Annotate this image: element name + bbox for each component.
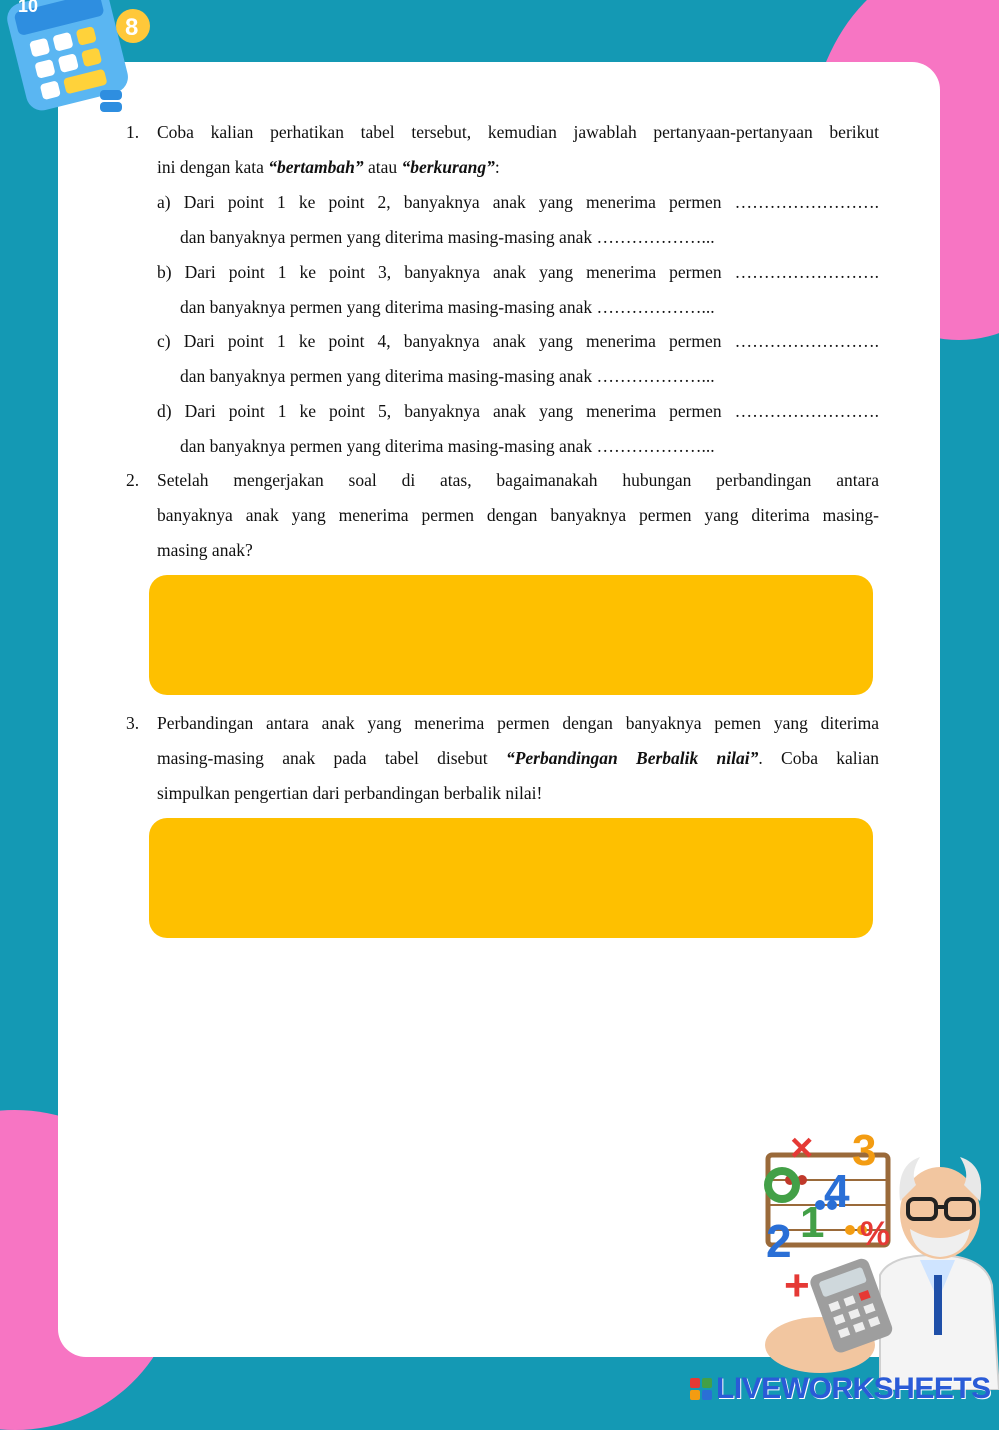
answer-box-question-3[interactable] <box>149 818 873 938</box>
number-badge-text: 8 <box>125 14 139 41</box>
question-1d-line-2 <box>180 436 715 457</box>
question-1-number: 1. <box>126 122 140 142</box>
plus-symbol: + <box>784 1261 810 1310</box>
q1-keyword-berkurang: “berkurang” <box>401 157 495 177</box>
q1-text: atau <box>363 157 402 177</box>
question-3-number: 3. <box>126 713 140 733</box>
question-1d-line-1 <box>157 401 879 422</box>
q1b-text: b) Dari point 1 ke point 3, banyaknya anak yang menerima permen <box>157 262 735 282</box>
question-1b-line-2 <box>180 297 715 318</box>
q1c-text: c) Dari point 1 ke point 4, banyaknya anak yang menerima permen <box>157 331 735 351</box>
scientist-icon <box>760 1125 999 1390</box>
q1c-blank-2[interactable]: ………………... <box>596 366 715 386</box>
calculator-icon <box>0 0 162 132</box>
times-symbol: × <box>790 1126 814 1170</box>
number-3-symbol: 3 <box>852 1126 877 1175</box>
q3-term: “Perbandingan Berbalik nilai” <box>505 748 759 768</box>
question-2-line-2: banyaknya anak yang menerima permen dengan banyaknya permen yang diterima masing- <box>157 505 879 525</box>
q1c-text: dan banyaknya permen yang diterima masing-masing anak <box>180 366 597 386</box>
percent-symbol: % <box>860 1215 891 1253</box>
q1a-blank-1[interactable]: ……………………. <box>734 192 879 212</box>
question-2-line-1: Setelah mengerjakan soal di atas, bagaimanakah hubungan perbandingan antara <box>157 470 879 490</box>
question-1c-line-2 <box>180 366 715 387</box>
answer-box-question-2[interactable] <box>149 575 873 695</box>
q1-text: ini dengan kata <box>157 157 269 177</box>
q1b-blank-1[interactable]: ……………………. <box>734 262 879 282</box>
question-1c-line-1 <box>157 331 879 352</box>
calculator-display-text: 10 <box>18 0 39 16</box>
q1d-blank-1[interactable]: ……………………. <box>734 401 879 421</box>
q3-text: masing-masing anak pada tabel disebut <box>157 748 506 768</box>
question-2-number: 2. <box>126 470 140 490</box>
question-3-line-3: simpulkan pengertian dari perbandingan berbalik nilai! <box>157 783 543 803</box>
liveworksheets-logo <box>690 1372 991 1406</box>
question-1b-line-1 <box>157 262 879 283</box>
number-1-symbol: 1 <box>800 1198 825 1247</box>
q3-text: . Coba kalian <box>758 748 880 768</box>
q1c-blank-1[interactable]: ……………………. <box>734 331 879 351</box>
liveworksheets-logo-text: LIVEWORKSHEETS <box>716 1372 991 1405</box>
q1b-text: dan banyaknya permen yang diterima masing-masing anak <box>180 297 597 317</box>
question-3-line-2 <box>157 748 879 769</box>
q1-text: : <box>494 157 500 177</box>
q1-keyword-bertambah: “bertambah” <box>268 157 364 177</box>
number-4-symbol: 4 <box>824 1165 850 1217</box>
question-1a-line-1 <box>157 192 879 213</box>
question-1a-line-2 <box>180 227 715 248</box>
question-2-line-3: masing anak? <box>157 540 253 560</box>
q1a-text: dan banyaknya permen yang diterima masing-masing anak <box>180 227 597 247</box>
question-3-line-1: Perbandingan antara anak yang menerima permen dengan banyaknya pemen yang diterima <box>157 713 879 733</box>
q1d-blank-2[interactable]: ………………... <box>596 436 715 456</box>
question-1-line-1: Coba kalian perhatikan tabel tersebut, kemudian jawablah pertanyaan-pertanyaan berikut <box>157 122 879 142</box>
number-2-symbol: 2 <box>766 1215 792 1267</box>
q1b-blank-2[interactable]: ………………... <box>596 297 715 317</box>
q1d-text: d) Dari point 1 ke point 5, banyaknya anak yang menerima permen <box>157 401 735 421</box>
q1d-text: dan banyaknya permen yang diterima masing-masing anak <box>180 436 597 456</box>
q1a-blank-2[interactable]: ………………... <box>596 227 715 247</box>
liveworksheets-mark-icon <box>690 1378 712 1400</box>
q1a-text: a) Dari point 1 ke point 2, banyaknya anak yang menerima permen <box>157 192 735 212</box>
question-1-line-2 <box>157 157 500 178</box>
